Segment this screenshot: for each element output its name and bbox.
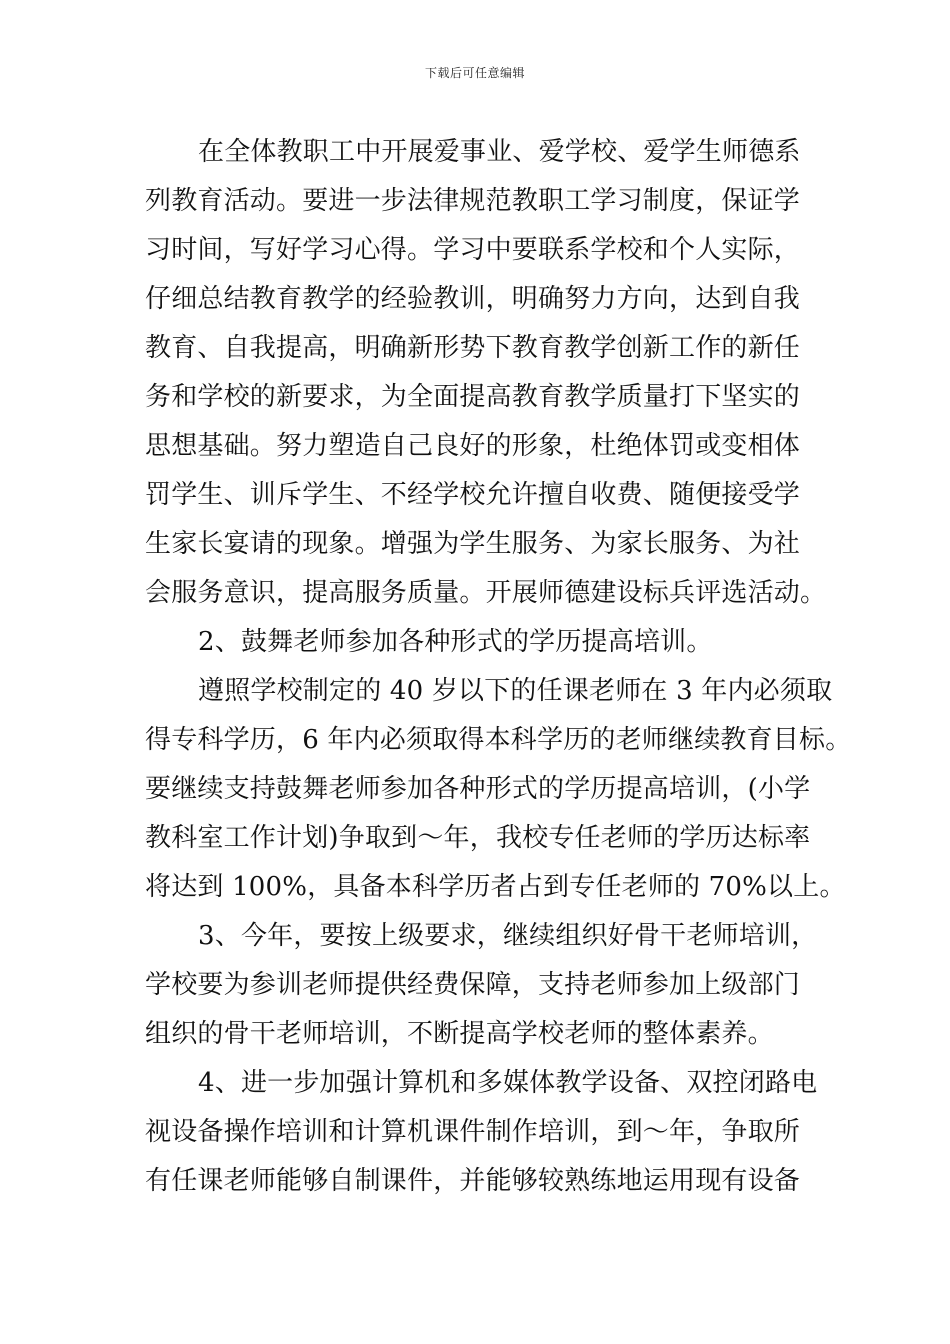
paragraph-line: 教育、自我提高，明确新形势下教育教学创新工作的新任 <box>145 333 801 363</box>
paragraph-line: 思想基础。努力塑造自己良好的形象，杜绝体罚或变相体 <box>145 431 801 461</box>
paragraph-line: 有任课老师能够自制课件，并能够较熟练地运用现有设备 <box>145 1166 801 1196</box>
paragraph-line: 组织的骨干老师培训，不断提高学校老师的整体素养。 <box>145 1019 774 1049</box>
paragraph-line: 在全体教职工中开展爱事业、爱学校、爱学生师德系 <box>198 137 801 167</box>
paragraph-line: 教科室工作计划)争取到～年，我校专任老师的学历达标率 <box>145 823 811 853</box>
paragraph-line: 生家长宴请的现象。增强为学生服务、为家长服务、为社 <box>145 529 801 559</box>
paragraph-line: 习时间，写好学习心得。学习中要联系学校和个人实际， <box>145 235 801 265</box>
paragraph-line: 仔细总结教育教学的经验教训，明确努力方向，达到自我 <box>145 284 801 314</box>
paragraph-line: 将达到 100%，具备本科学历者占到专任老师的 70%以上。 <box>145 872 846 902</box>
paragraph-line: 罚学生、训斥学生、不经学校允许擅自收费、随便接受学 <box>145 480 801 510</box>
paragraph-line: 会服务意识，提高服务质量。开展师德建设标兵评选活动。 <box>145 578 827 608</box>
section-heading-line: 2、鼓舞老师参加各种形式的学历提高培训。 <box>198 627 713 657</box>
paragraph-line: 3、今年，要按上级要求，继续组织好骨干老师培训， <box>198 921 818 951</box>
paragraph-line: 视设备操作培训和计算机课件制作培训，到～年，争取所 <box>145 1117 801 1147</box>
paragraph-line: 要继续支持鼓舞老师参加各种形式的学历提高培训，(小学 <box>145 774 811 804</box>
paragraph-line: 学校要为参训老师提供经费保障，支持老师参加上级部门 <box>145 970 801 1000</box>
paragraph-line: 4、进一步加强计算机和多媒体教学设备、双控闭路电 <box>198 1068 818 1098</box>
paragraph-line: 得专科学历，6 年内必须取得本科学历的老师继续教育目标。 <box>145 725 852 755</box>
header-note: 下载后可任意编辑 <box>424 66 525 80</box>
document-body <box>145 128 852 1206</box>
paragraph-line: 列教育活动。要进一步法律规范教职工学习制度，保证学 <box>145 186 801 216</box>
paragraph-line: 遵照学校制定的 40 岁以下的任课老师在 3 年内必须取 <box>198 676 833 706</box>
paragraph-line: 务和学校的新要求，为全面提高教育教学质量打下坚实的 <box>145 382 801 412</box>
